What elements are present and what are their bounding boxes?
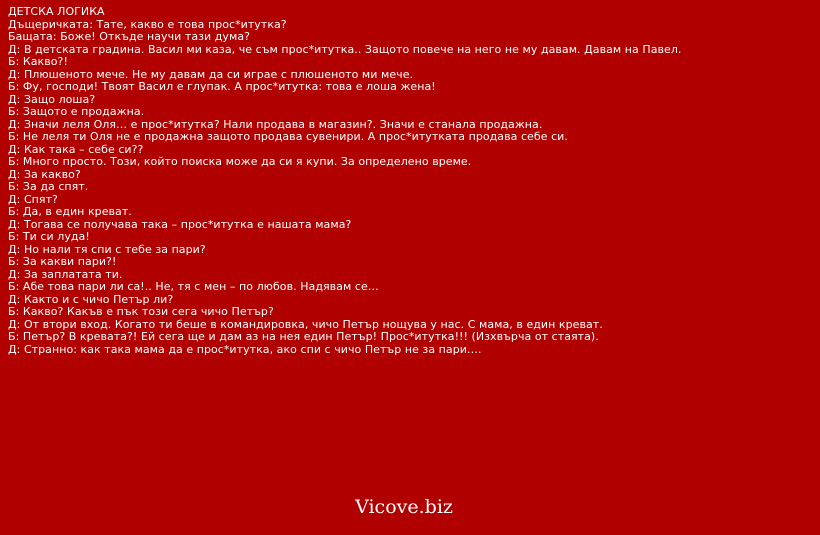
- joke-line: Д: Значи леля Оля… е прос*итутка? Нали продава в магазин?. Значи е станала продажна.: [8, 117, 543, 131]
- joke-line: Д: Спят?: [8, 192, 58, 206]
- joke-line: Б: Много просто. Този, който поиска може да си я купи. За определено време.: [8, 155, 472, 168]
- joke-line: Д: Как така – себе си??: [8, 142, 144, 156]
- joke-line: Д: Защо лоша?: [8, 92, 96, 106]
- joke-line: Д: За какво?: [8, 167, 81, 181]
- joke-line: Б: За да спят.: [8, 180, 89, 193]
- joke-line: Б: Петър? В кревата?! Ей сега ще и дам аз на нея един Петър! Прос*итутка!!! (Изхвърча от стаята).: [8, 330, 599, 343]
- joke-line: Б: Какво? Какъв е пък този сега чичо Петър?: [8, 305, 274, 318]
- joke-line: Д: В детската градина. Васил ми каза, че съм прос*итутка.. Защото повече на него не му давам. Давам на Павел.: [8, 42, 682, 56]
- joke-title: ДЕТСКА ЛОГИКА: [8, 5, 105, 18]
- joke-line: Д: Както и с чичо Петър ли?: [8, 292, 174, 306]
- joke-line: Д: За заплатата ти.: [8, 267, 123, 281]
- joke-line: Д: От втори вход. Когато ти беше в командировка, чичо Петър нощува у нас. С мама, в един креват.: [8, 317, 603, 331]
- joke-line: Д: Странно: как така мама да е прос*итутка, ако спи с чичо Петър не за пари….: [8, 342, 482, 356]
- joke-line: Д: Плюшеното мече. Не му давам да си играе с плюшеното ми мече.: [8, 67, 414, 81]
- joke-line: Б: Защото е продажна.: [8, 105, 145, 118]
- joke-line: Бащата: Боже! Откъде научи тази дума?: [8, 30, 251, 43]
- joke-line: Б: Какво?!: [8, 55, 68, 68]
- joke-line: Б: За какви пари?!: [8, 255, 117, 268]
- joke-line: Б: Фу, господи! Твоят Васил е глупак. А прос*итутка: това е лоша жена!: [8, 80, 436, 93]
- joke-line: Д: Но нали тя спи с тебе за пари?: [8, 242, 206, 256]
- joke-line: Б: Не леля ти Оля не е продажна защото продава сувенири. А прос*итутката продава себе си.: [8, 130, 568, 143]
- joke-text-block: [8, 6, 808, 356]
- joke-line: Б: Абе това пари ли са!.. Не, тя с мен – по любов. Надявам се…: [8, 280, 379, 293]
- site-brand: Vicove.biz: [355, 496, 453, 518]
- joke-line: Дъщеричката: Тате, какво е това прос*итутка?: [8, 17, 287, 31]
- joke-line: Б: Да, в един креват.: [8, 205, 132, 218]
- joke-line: Д: Тогава се получава така – прос*итутка е нашата мама?: [8, 217, 352, 231]
- joke-line: Б: Ти си луда!: [8, 230, 90, 243]
